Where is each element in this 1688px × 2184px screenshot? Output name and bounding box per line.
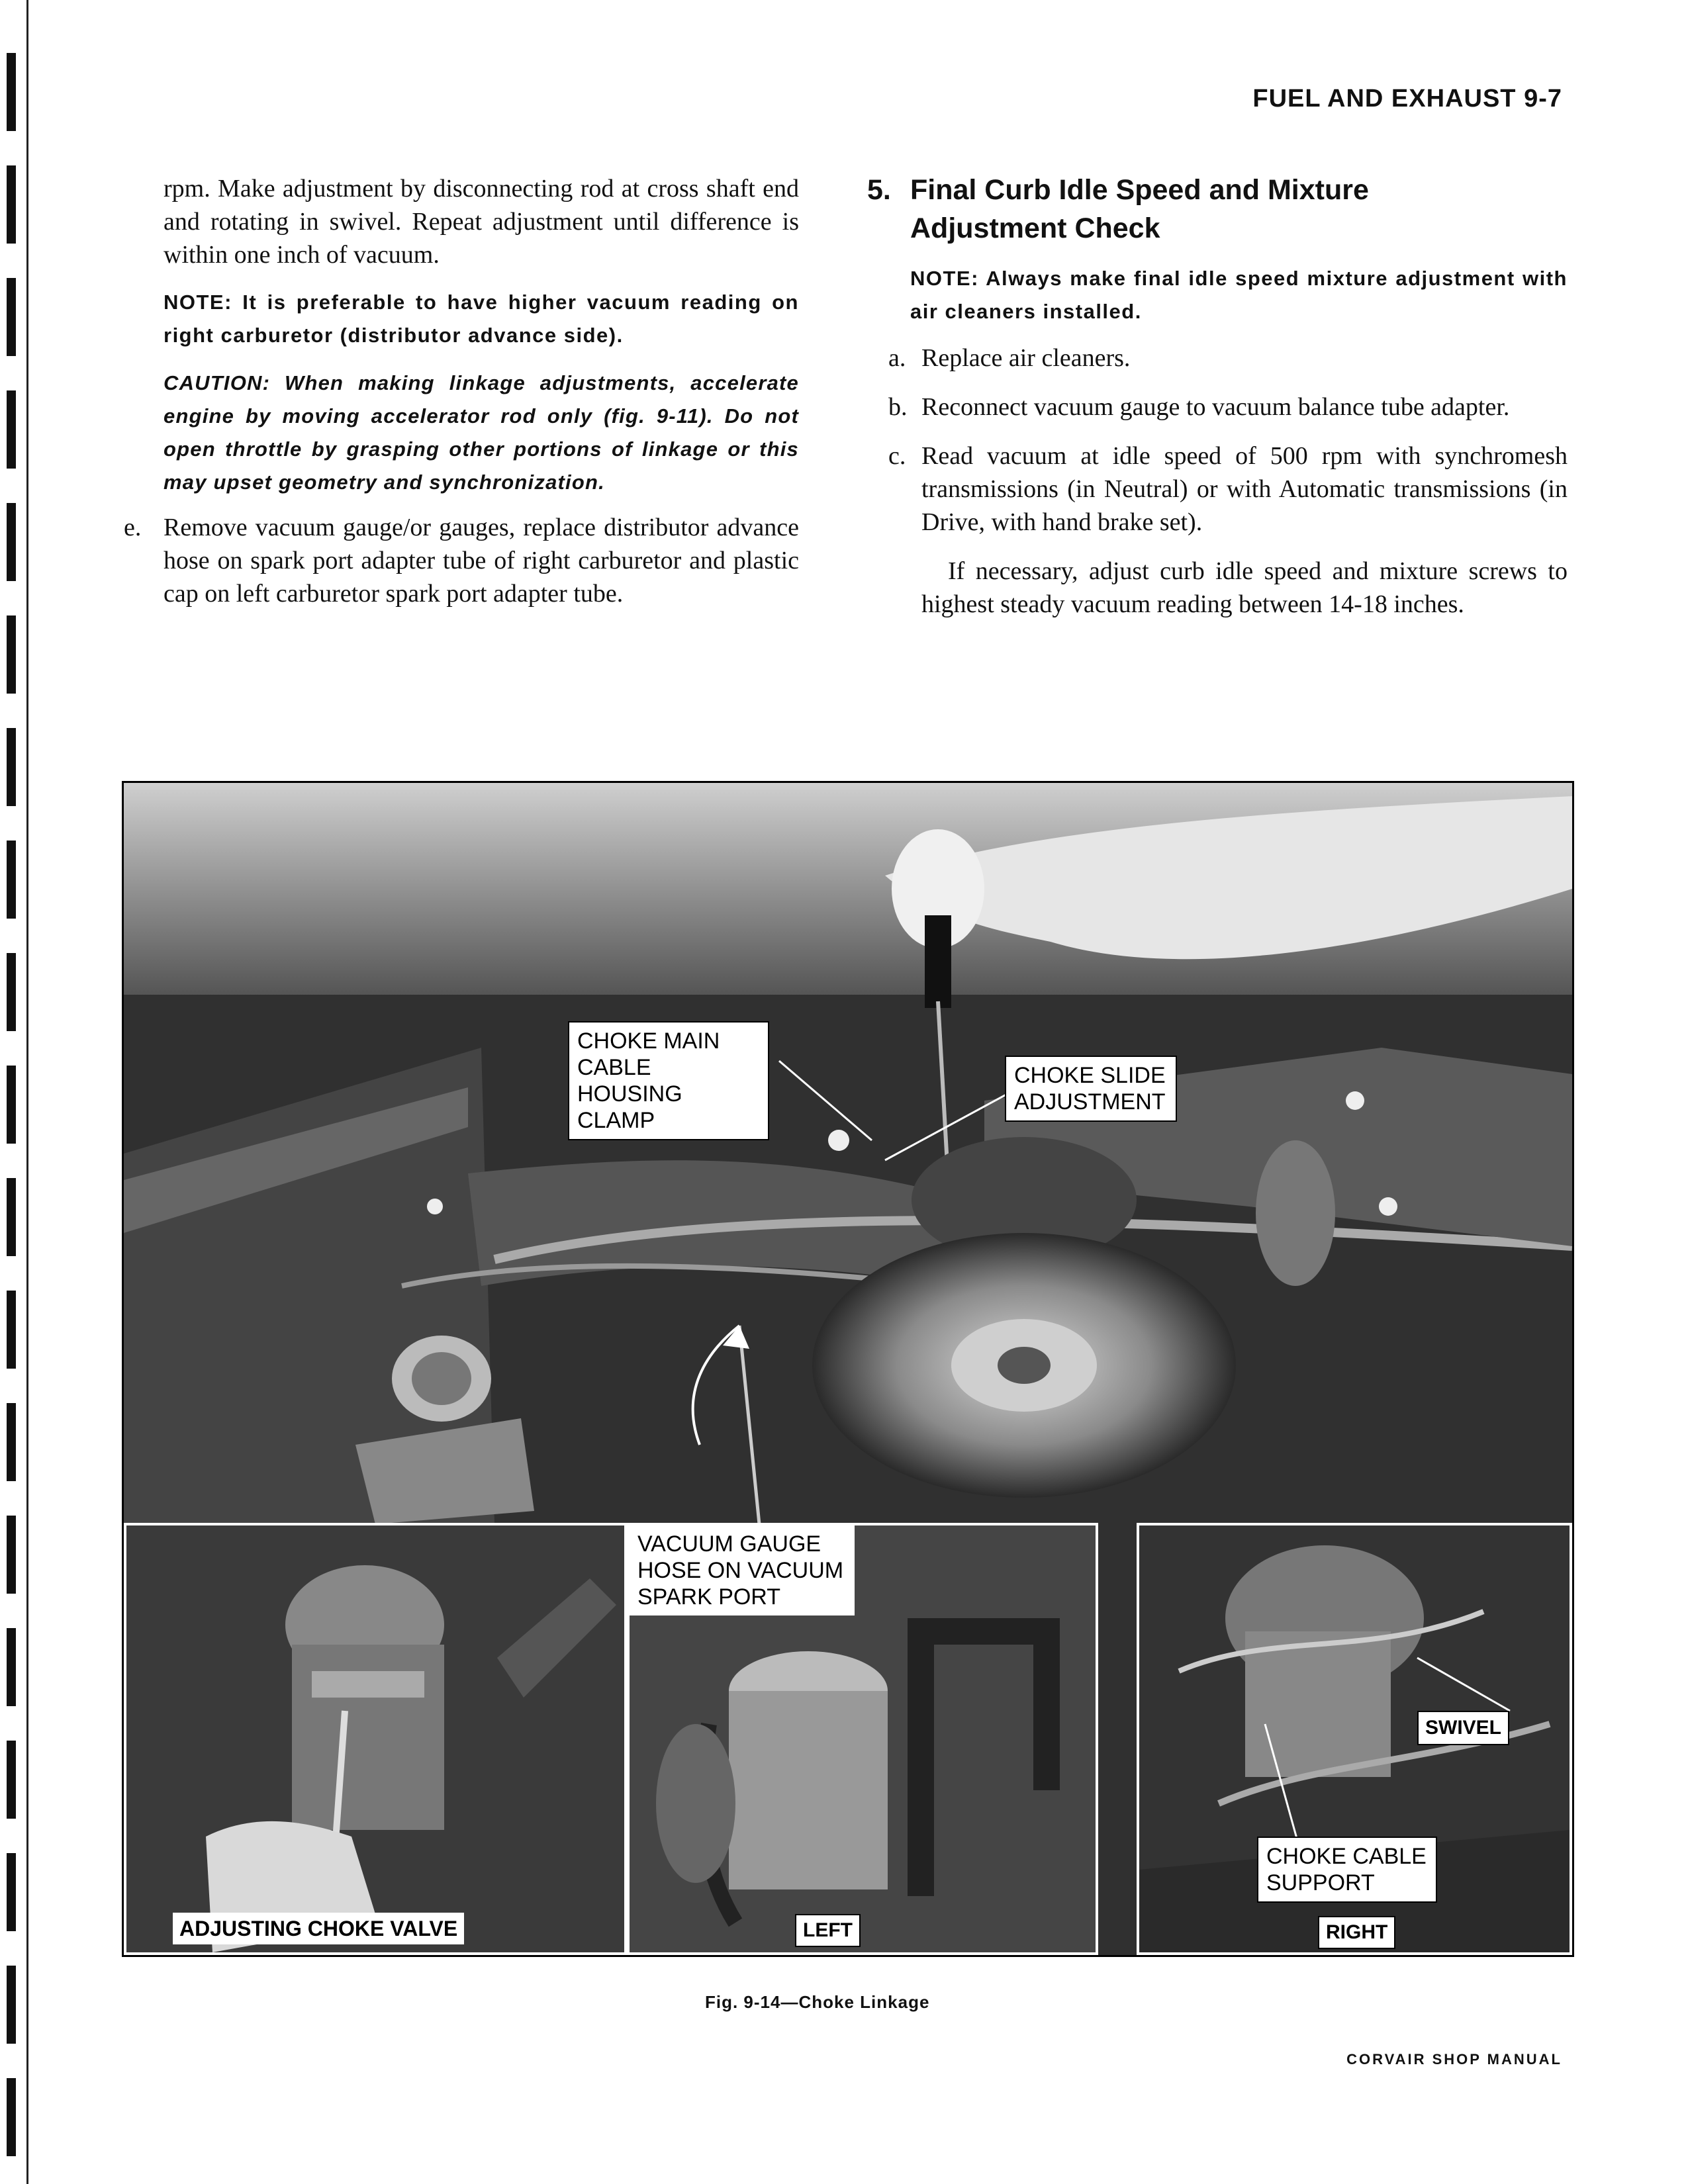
heading-text: Final Curb Idle Speed and Mixture Adjustment Check: [910, 174, 1369, 244]
label-line: CHOKE MAIN: [577, 1028, 720, 1054]
label-line: CHOKE SLIDE: [1014, 1063, 1166, 1088]
list-marker: b.: [888, 393, 908, 421]
inset-left-carburetor: [627, 1523, 1098, 1955]
note-paragraph-right: NOTE: Always make final idle speed mixture adjustment with air cleaners installed.: [910, 267, 1568, 323]
list-text: Reconnect vacuum gauge to vacuum balance tube adapter.: [921, 393, 1510, 421]
binding-edge: [0, 0, 40, 2184]
list-marker: a.: [888, 344, 906, 372]
left-column: [124, 172, 799, 610]
list-marker: e.: [124, 514, 142, 541]
section-heading: [867, 171, 1568, 248]
inset-right-carburetor: [1137, 1523, 1572, 1955]
figure-caption: Fig. 9-14—Choke Linkage: [705, 1992, 930, 2012]
list-item-a: [888, 341, 1568, 375]
page-header: FUEL AND EXHAUST 9-7: [1252, 85, 1562, 113]
choke-valve-illustration: [126, 1525, 624, 1952]
label-line: SUPPORT: [1266, 1870, 1375, 1895]
label-line: VACUUM GAUGE: [637, 1531, 821, 1557]
list-marker: c.: [888, 442, 906, 470]
label-line: SPARK PORT: [637, 1584, 781, 1610]
label-swivel: SWIVEL: [1417, 1711, 1509, 1745]
list-text: Remove vacuum gauge/or gauges, replace distributor advance hose on spark port adapter tube of right carburetor and plastic cap on left carburetor spark port adapter tube.: [164, 514, 799, 608]
label-line: CHOKE CABLE: [1266, 1844, 1427, 1869]
label-line: ADJUSTMENT: [1014, 1089, 1166, 1115]
engine-photo: [122, 781, 1574, 1957]
list-text: Read vacuum at idle speed of 500 rpm with synchromesh transmissions (in Neutral) or with Automatic transmissions (in Drive, with hand brake set).: [921, 442, 1568, 536]
page-footer: CORVAIR SHOP MANUAL: [1346, 2051, 1562, 2068]
label-left: LEFT: [795, 1914, 861, 1947]
adjust-paragraph: If necessary, adjust curb idle speed and mixture screws to highest steady vacuum reading between 14-18 inches.: [921, 557, 1568, 618]
right-column: [867, 171, 1568, 621]
label-vacuum-gauge-hose: [630, 1525, 855, 1615]
label-adjusting-choke-valve: ADJUSTING CHOKE VALVE: [173, 1913, 464, 1944]
label-line: CLAMP: [577, 1108, 655, 1133]
label-choke-cable-support: [1257, 1837, 1437, 1903]
list-item-c: [888, 439, 1568, 539]
caution-paragraph: CAUTION: When making linkage adjustments, accelerate engine by moving accelerator rod only (fig. 9-11). Do not open throttle by grasping other portions of linkage or this may upset geometry and synchronization.: [164, 371, 799, 494]
label-line: HOSE ON VACUUM: [637, 1558, 844, 1583]
label-choke-slide-adjustment: [1005, 1056, 1177, 1122]
heading-number: 5.: [867, 174, 891, 206]
inset-adjusting-choke: [124, 1523, 627, 1955]
intro-paragraph: rpm. Make adjustment by disconnecting rod at cross shaft end and rotating in swivel. Repeat adjustment until difference is within one inch of vacuum.: [164, 175, 799, 269]
label-choke-main-clamp: [568, 1021, 769, 1140]
note-paragraph: NOTE: It is preferable to have higher vacuum reading on right carburetor (distributor advance side).: [164, 291, 799, 347]
list-item-b: [888, 390, 1568, 424]
label-right: RIGHT: [1318, 1916, 1395, 1949]
list-text: Replace air cleaners.: [921, 344, 1131, 372]
list-item-e: [124, 511, 799, 610]
label-line: CABLE HOUSING: [577, 1055, 682, 1107]
